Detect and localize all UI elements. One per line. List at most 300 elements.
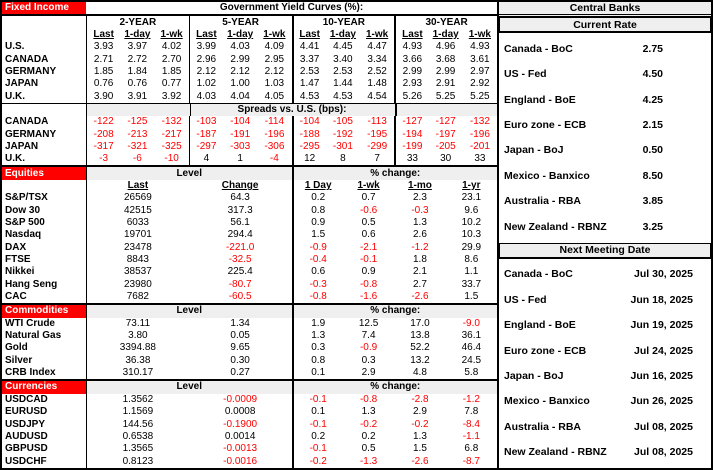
spread-row: [2, 141, 497, 153]
central-bank-name: England - BoE: [504, 93, 576, 106]
equity-row: [2, 254, 497, 266]
central-bank-name: Japan - BoJ: [504, 369, 564, 382]
pct-change-cell: 2.9: [361, 367, 376, 379]
value-cell: 1.47: [292, 78, 326, 90]
central-banks-title: Central Banks: [499, 2, 711, 17]
value-cell: -10: [164, 153, 179, 165]
last-cell: 26569: [86, 192, 189, 204]
pct-change-cell: 2.6: [412, 229, 427, 241]
row-label: EURUSD: [5, 406, 48, 418]
value-cell: 0.76: [127, 78, 148, 90]
pct-change-cell: -1.3: [359, 455, 378, 467]
pct-change-cell: 0.2: [292, 192, 343, 204]
pct-change-cell: 0.6: [292, 266, 343, 278]
value-cell: 4.03: [230, 41, 250, 53]
pct-change-cell: -0.1: [359, 254, 378, 266]
meeting-date-value: Jul 24, 2025: [634, 344, 693, 357]
change-cell: -60.5: [228, 291, 252, 303]
last-cell: 42515: [86, 205, 189, 217]
change-cell: 9.65: [230, 342, 250, 354]
pct-change-cell: 0.2: [292, 431, 343, 443]
value-cell: 2.92: [470, 78, 490, 90]
row-label: U.S.: [5, 41, 25, 53]
spacer: [2, 16, 86, 28]
value-cell: 3.37: [292, 53, 326, 65]
value-cell: 3.92: [161, 90, 182, 102]
value-cell: 2.52: [367, 65, 387, 77]
pct-change-cell: -0.1: [292, 443, 343, 455]
last-cell: 36.38: [86, 355, 189, 367]
value-cell: -127: [435, 116, 456, 128]
pct-change-cell: 0.5: [361, 443, 376, 455]
value-cell: 3.91: [127, 90, 148, 102]
last-cell: 0.6538: [86, 431, 189, 443]
row-label: Nikkei: [5, 266, 35, 278]
central-bank-rate-row: [499, 221, 711, 233]
value-cell: -196: [264, 128, 285, 140]
pct-change-cell: 0.1: [292, 367, 343, 379]
pct-change-cell: 0.3: [292, 342, 343, 354]
year-group-header: 2-YEAR: [86, 16, 189, 28]
row-label: S&P/TSX: [5, 192, 48, 204]
row-label: U.K.: [5, 90, 25, 102]
value-cell: -208: [86, 128, 120, 140]
pct-change-cell: 5.8: [464, 367, 479, 379]
currency-row: [2, 394, 497, 406]
year-group-header: 10-YEAR: [292, 16, 395, 28]
central-bank-name: New Zealand - RBNZ: [504, 446, 607, 459]
value-cell: -122: [86, 116, 120, 128]
col-header-change: Change: [221, 179, 259, 191]
spreads-header-row: [2, 103, 497, 116]
pct-change-cell: 1.3: [361, 406, 376, 418]
value-cell: -201: [469, 140, 490, 152]
commodities-level-header: Level: [86, 305, 292, 317]
change-cell: 0.05: [230, 330, 250, 342]
pct-change-cell: 0.3: [361, 354, 376, 366]
value-cell: 7: [374, 153, 380, 165]
currency-row: [2, 418, 497, 430]
last-cell: 23478: [86, 242, 189, 254]
central-banks-panel: [499, 2, 711, 468]
change-cell: 56.1: [230, 217, 250, 229]
value-cell: -325: [161, 140, 182, 152]
yield-col-header: 1-wk: [366, 28, 389, 40]
value-cell: 4.04: [230, 90, 250, 102]
equity-row: [2, 279, 497, 291]
pct-change-cell: 2.7: [412, 278, 427, 290]
value-cell: -103: [189, 116, 223, 128]
value-cell: 3.66: [394, 53, 428, 65]
central-bank-name: Japan - BoJ: [504, 144, 564, 157]
value-cell: 1.85: [86, 66, 120, 78]
yield-row: [2, 41, 497, 53]
central-bank-rate-row: [499, 144, 711, 156]
pct-change-cell: 6.8: [464, 443, 479, 455]
pct-change-cell: -2.6: [411, 455, 429, 467]
value-cell: -105: [332, 116, 353, 128]
value-cell: -299: [367, 140, 388, 152]
change-cell: -221.0: [225, 241, 255, 253]
row-label: Dow 30: [5, 204, 41, 216]
pct-change-cell: -0.9: [359, 342, 378, 354]
row-label: JAPAN: [5, 78, 39, 90]
central-bank-name: US - Fed: [504, 293, 547, 306]
value-cell: 2.99: [435, 65, 456, 77]
value-cell: 4.05: [264, 90, 285, 102]
value-cell: 2.91: [435, 78, 456, 90]
value-cell: -127: [394, 116, 428, 128]
pct-change-cell: 7.8: [464, 406, 479, 418]
change-cell: 0.0014: [224, 430, 256, 442]
central-bank-rate-row: [499, 68, 711, 80]
meeting-date-value: Jun 19, 2025: [630, 319, 693, 332]
value-cell: 1.03: [264, 78, 285, 90]
spread-row: [2, 128, 497, 140]
yield-col-header: 1-day: [227, 28, 254, 40]
yield-group-header-row: [2, 16, 497, 28]
value-cell: 3.99: [189, 41, 223, 53]
yield-col-header: 1-day: [432, 28, 459, 40]
value-cell: 30: [440, 153, 452, 165]
value-cell: 4: [189, 153, 223, 165]
value-cell: -187: [189, 128, 223, 140]
pct-change-cell: 17.0: [410, 317, 430, 329]
value-cell: 2.12: [230, 65, 250, 77]
commodity-row: [2, 330, 497, 342]
current-rate-value: 4.25: [642, 93, 663, 106]
value-cell: 4.54: [367, 90, 387, 102]
pct-change-cell: 9.6: [464, 204, 479, 216]
value-cell: 3.61: [470, 53, 490, 65]
central-bank-meeting-row: [499, 446, 711, 458]
value-cell: 2.96: [189, 53, 223, 65]
pct-change-cell: -8.4: [462, 418, 480, 430]
change-cell: 64.3: [230, 192, 250, 204]
col-header-1mo: 1-mo: [407, 179, 432, 191]
last-cell: 38537: [86, 266, 189, 278]
pct-change-cell: 0.1: [292, 406, 343, 418]
currencies-pct-header: % change:: [292, 381, 498, 393]
current-rate-value: 0.50: [642, 144, 663, 157]
pct-change-cell: 13.8: [410, 330, 430, 342]
value-cell: 3.68: [435, 53, 456, 65]
value-cell: 4.53: [292, 90, 326, 102]
value-cell: 5.26: [394, 90, 428, 102]
value-cell: 3.34: [367, 53, 387, 65]
pct-change-cell: 0.9: [292, 217, 343, 229]
pct-change-cell: -0.1: [292, 394, 343, 406]
col-header-last: Last: [86, 180, 189, 192]
value-cell: -3: [86, 153, 120, 165]
pct-change-cell: -0.1: [292, 418, 343, 430]
central-bank-name: Australia - RBA: [504, 195, 582, 208]
value-cell: 2.95: [264, 53, 285, 65]
yield-col-header: 1-wk: [468, 28, 491, 40]
value-cell: -321: [127, 140, 148, 152]
yield-col-header: Last: [292, 29, 326, 41]
pct-change-cell: 1.3: [412, 430, 427, 442]
row-label: S&P 500: [5, 217, 45, 229]
last-cell: 6033: [86, 217, 189, 229]
row-label: Gold: [5, 342, 28, 354]
value-cell: 4.09: [264, 41, 285, 53]
pct-change-cell: 0.8: [292, 205, 343, 217]
section-fixed-income: Fixed Income: [2, 2, 86, 14]
equity-row: [2, 266, 497, 278]
value-cell: 2.53: [292, 66, 326, 78]
value-cell: -297: [189, 141, 223, 153]
value-cell: 0.76: [86, 78, 120, 90]
pct-change-cell: 10.3: [461, 229, 482, 241]
row-label: CRB Index: [5, 367, 56, 379]
pct-change-cell: -1.6: [359, 291, 378, 303]
spacer: [2, 180, 86, 192]
yield-col-header: Last: [189, 29, 223, 41]
value-cell: 8: [340, 153, 346, 165]
row-label: Natural Gas: [5, 330, 62, 342]
pct-change-cell: -1.2: [462, 393, 480, 405]
column-divider: [190, 104, 191, 116]
row-label: Silver: [5, 354, 33, 366]
spacer: [2, 29, 86, 41]
value-cell: 4.93: [470, 41, 490, 53]
central-bank-rate-row: [499, 119, 711, 131]
value-cell: 4.53: [333, 90, 353, 102]
central-bank-rate-row: [499, 195, 711, 207]
current-rate-value: 8.50: [642, 169, 663, 182]
last-cell: 7682: [86, 291, 189, 303]
pct-change-cell: 1.5: [412, 443, 427, 455]
spreads-row-spacer: [2, 104, 86, 116]
pct-change-cell: -0.2: [292, 455, 343, 467]
pct-change-cell: 10.2: [461, 217, 482, 229]
meeting-date-value: Jul 08, 2025: [634, 446, 693, 459]
commodity-row: [2, 367, 497, 379]
value-cell: 1.85: [161, 65, 182, 77]
value-cell: -132: [161, 116, 182, 128]
equities-level-header: Level: [86, 167, 292, 179]
change-cell: -0.1900: [223, 418, 258, 430]
last-cell: 73.11: [86, 318, 189, 330]
value-cell: -188: [292, 128, 326, 140]
equity-row: [2, 217, 497, 229]
value-cell: -213: [127, 128, 148, 140]
year-group-header: 5-YEAR: [189, 16, 292, 28]
value-cell: 2.99: [230, 53, 250, 65]
currency-row: [2, 443, 497, 455]
fixed-income-header-row: [2, 2, 497, 16]
central-bank-rate-row: [499, 94, 711, 106]
row-label: CANADA: [5, 53, 49, 65]
pct-change-cell: -0.9: [292, 242, 343, 254]
pct-change-cell: -2.1: [359, 241, 378, 253]
value-cell: -205: [435, 140, 456, 152]
value-cell: 2.12: [189, 66, 223, 78]
equities-header-row: [2, 165, 497, 179]
value-cell: 2.93: [394, 78, 428, 90]
central-bank-meeting-row: [499, 421, 711, 433]
central-bank-meeting-row: [499, 319, 711, 331]
col-header-1yr: 1-yr: [462, 179, 481, 191]
value-cell: -4: [269, 153, 279, 165]
yield-row: [2, 78, 497, 90]
value-cell: 3.90: [86, 90, 120, 102]
last-cell: 1.3562: [86, 394, 189, 406]
pct-change-cell: 1.5: [464, 291, 479, 303]
value-cell: -301: [332, 140, 353, 152]
next-meetings-list: [499, 259, 711, 469]
row-label: CANADA: [5, 116, 49, 128]
value-cell: 5.25: [470, 90, 490, 102]
value-cell: 1: [237, 153, 243, 165]
pct-change-cell: 4.8: [412, 367, 427, 379]
pct-change-cell: 1.9: [292, 318, 343, 330]
central-bank-meeting-row: [499, 294, 711, 306]
pct-change-cell: -0.8: [359, 393, 378, 405]
commodities-pct-header: % change:: [292, 305, 498, 317]
last-cell: 19701: [86, 229, 189, 241]
current-rate-value: 2.15: [642, 119, 663, 132]
equity-row: [2, 242, 497, 254]
pct-change-cell: -0.2: [359, 418, 378, 430]
current-rate-value: 2.75: [642, 42, 663, 55]
central-bank-name: Euro zone - ECB: [504, 119, 587, 132]
change-cell: 294.4: [227, 229, 253, 241]
value-cell: -306: [264, 140, 285, 152]
pct-change-cell: 13.2: [410, 354, 430, 366]
pct-change-cell: -8.7: [462, 455, 480, 467]
section-currencies: Currencies: [2, 381, 86, 393]
row-label: GBPUSD: [5, 443, 48, 455]
commodity-row: [2, 342, 497, 354]
last-cell: 1.1569: [86, 406, 189, 418]
next-meeting-header: Next Meeting Date: [499, 243, 711, 259]
central-bank-rate-row: [499, 170, 711, 182]
pct-change-cell: -0.8: [359, 278, 378, 290]
value-cell: -114: [264, 116, 285, 128]
change-cell: 1.34: [230, 317, 250, 329]
pct-change-cell: 46.4: [461, 342, 482, 354]
value-cell: -194: [394, 128, 428, 140]
value-cell: 4.47: [367, 41, 387, 53]
central-bank-meeting-row: [499, 395, 711, 407]
pct-change-cell: -9.0: [462, 317, 480, 329]
value-cell: 0.77: [161, 78, 182, 90]
commodities-header-row: [2, 303, 497, 317]
col-header-1wk: 1-wk: [357, 179, 380, 191]
value-cell: -303: [230, 140, 251, 152]
change-cell: 225.4: [227, 266, 253, 278]
value-cell: 1.48: [367, 78, 387, 90]
value-cell: 2.72: [127, 53, 148, 65]
value-cell: -6: [132, 153, 142, 165]
central-bank-name: Mexico - Banxico: [504, 169, 590, 182]
value-cell: 3.97: [127, 41, 148, 53]
value-cell: 33: [394, 153, 428, 165]
last-cell: 0.8123: [86, 455, 189, 467]
year-group-header: 30-YEAR: [394, 16, 497, 28]
meeting-date-value: Jun 16, 2025: [630, 369, 693, 382]
pct-change-cell: 24.5: [461, 354, 482, 366]
meeting-date-value: Jul 30, 2025: [634, 268, 693, 281]
change-cell: -0.0016: [223, 455, 258, 467]
current-rate-value: 3.25: [642, 220, 663, 233]
commodity-row: [2, 355, 497, 367]
central-bank-meeting-row: [499, 268, 711, 280]
row-label: JAPAN: [5, 140, 39, 152]
value-cell: 4.96: [435, 41, 456, 53]
yield-row: [2, 66, 497, 78]
equity-row: [2, 205, 497, 217]
yield-col-header: 1-wk: [160, 28, 183, 40]
spreads-title-band: [86, 104, 497, 116]
meeting-date-value: Jun 18, 2025: [630, 293, 693, 306]
value-cell: 4.93: [394, 41, 428, 53]
pct-change-cell: -0.8: [292, 291, 343, 303]
row-label: USDCHF: [5, 455, 47, 467]
yield-row: [2, 90, 497, 102]
change-cell: -32.5: [228, 254, 252, 266]
yield-col-header: Last: [394, 29, 428, 41]
central-bank-name: Euro zone - ECB: [504, 344, 587, 357]
row-label: GERMANY: [5, 65, 57, 77]
value-cell: -196: [469, 128, 490, 140]
yield-column-header-row: [2, 29, 497, 41]
last-cell: 23980: [86, 279, 189, 291]
value-cell: -199: [394, 141, 428, 153]
value-cell: 4.03: [189, 90, 223, 102]
pct-change-cell: -2.6: [411, 291, 429, 303]
change-cell: -0.0013: [223, 443, 258, 455]
pct-change-cell: 1.3: [412, 217, 427, 229]
value-cell: -195: [367, 128, 388, 140]
central-bank-name: US - Fed: [504, 68, 547, 81]
value-cell: 4.45: [333, 41, 353, 53]
value-cell: 2.70: [161, 53, 182, 65]
pct-change-cell: -0.2: [411, 418, 429, 430]
meeting-date-value: Jul 08, 2025: [634, 420, 693, 433]
value-cell: 2.12: [264, 65, 285, 77]
current-rate-value: 4.50: [642, 68, 663, 81]
value-cell: 2.71: [86, 53, 120, 65]
meeting-date-value: Jun 26, 2025: [630, 395, 693, 408]
change-cell: 0.30: [230, 354, 250, 366]
yield-col-header: 1-day: [329, 28, 356, 40]
market-tables-pane: [2, 2, 499, 468]
value-cell: -317: [86, 141, 120, 153]
yield-col-header: 1-wk: [263, 28, 286, 40]
value-cell: 33: [474, 153, 486, 165]
row-label: CAC: [5, 291, 27, 303]
pct-change-cell: 29.9: [461, 241, 482, 253]
equity-row: [2, 192, 497, 204]
pct-change-cell: 8.6: [464, 254, 479, 266]
last-cell: 144.56: [86, 418, 189, 430]
currencies-level-header: Level: [86, 381, 292, 393]
central-bank-name: Canada - BoC: [504, 42, 573, 55]
central-bank-name: New Zealand - RBNZ: [504, 220, 607, 233]
change-cell: 0.27: [230, 367, 250, 379]
pct-change-cell: -0.3: [292, 279, 343, 291]
value-cell: -191: [230, 128, 251, 140]
central-bank-meeting-row: [499, 370, 711, 382]
last-cell: 310.17: [86, 367, 189, 379]
value-cell: 2.53: [333, 65, 353, 77]
value-cell: 1.00: [230, 78, 250, 90]
central-bank-rate-row: [499, 43, 711, 55]
change-cell: 0.0008: [224, 406, 256, 418]
